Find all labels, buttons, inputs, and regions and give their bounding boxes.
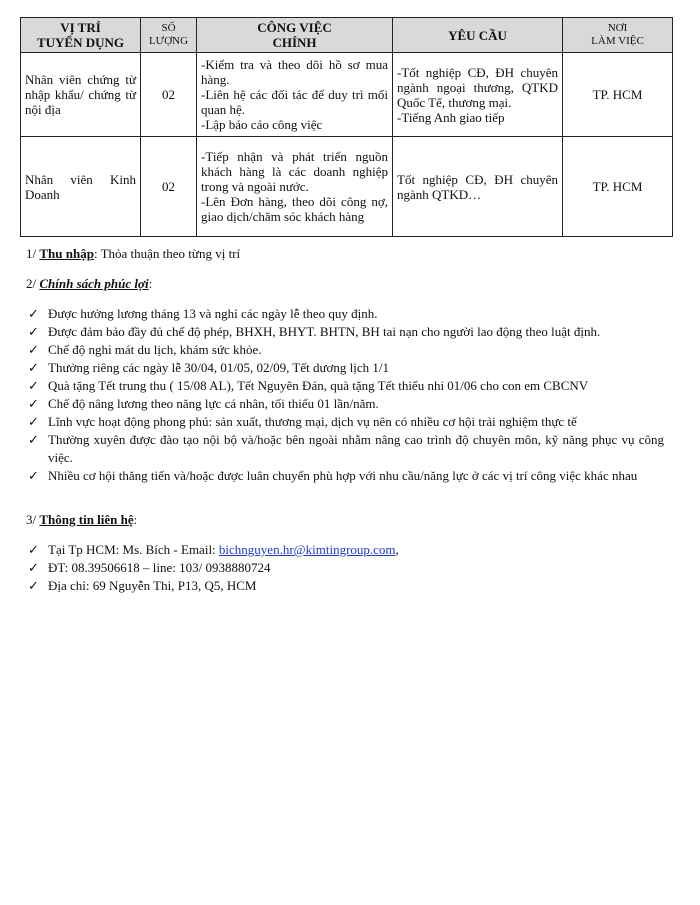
income-section: [26, 246, 240, 262]
income-title: Thu nhập: [39, 246, 94, 261]
row-duties: -Kiểm tra và theo dõi hồ sơ mua hàng. -Liên hệ các đối tác để duy trì mối quan hệ. -Lập báo cáo công việc: [197, 53, 393, 137]
row-location: TP. HCM: [563, 137, 673, 237]
check-icon: ✓: [28, 578, 39, 593]
list-item: ✓ Thường xuyên được đào tạo nội bộ và/hoặc bên ngoài nhằm nâng cao trình độ chuyên môn, kỹ năng phục vụ công việc.: [28, 432, 664, 465]
contact-title: Thông tin liên hệ: [39, 512, 134, 527]
check-icon: ✓: [28, 414, 39, 429]
list-item: ✓ Lĩnh vực hoạt động phong phú: sản xuất, thương mại, dịch vụ nên có nhiều cơ hội trải nghiệm thực tế: [28, 414, 577, 429]
contact-suffix: :: [133, 512, 138, 527]
table-header-row: [21, 18, 673, 53]
table-row: [21, 53, 673, 137]
check-icon: ✓: [28, 324, 39, 339]
check-icon: ✓: [28, 396, 39, 411]
list-item: ✓ Tại Tp HCM: Ms. Bích - Email: bichnguyen.hr@kimtingroup.com,: [28, 542, 399, 557]
row-duties: -Tiếp nhận và phát triển nguồn khách hàng là các doanh nghiệp trong và ngoài nước. -Lên Đơn hàng, theo dõi công nợ, giao dịch/chăm sóc khách hàng: [197, 137, 393, 237]
table-row: [21, 137, 673, 237]
header-requirements: YÊU CẦU: [393, 18, 563, 53]
header-position: VỊ TRÍ TUYỂN DỤNG: [21, 18, 141, 53]
benefits-section-title: [26, 276, 152, 292]
header-duties: CÔNG VIỆC CHÍNH: [197, 18, 393, 53]
contact-list: [28, 541, 664, 595]
check-icon: ✓: [28, 306, 39, 321]
list-item: ✓ Thưởng riêng các ngày lễ 30/04, 01/05, 02/09, Tết dương lịch 1/1: [28, 360, 389, 375]
check-icon: ✓: [28, 360, 39, 375]
income-number: 1/: [26, 246, 37, 261]
check-icon: ✓: [28, 542, 39, 557]
list-item: ✓ Chế độ nghỉ mát du lịch, khám sức khỏe.: [28, 342, 262, 357]
check-icon: ✓: [28, 432, 39, 447]
row-requirements: -Tốt nghiệp CĐ, ĐH chuyên ngành ngoại thương, QTKD Quốc Tế, thương mại. -Tiếng Anh giao tiếp: [393, 53, 563, 137]
job-table: [20, 17, 673, 237]
list-item: ✓ Địa chỉ: 69 Nguyễn Thi, P13, Q5, HCM: [28, 578, 257, 593]
benefits-title: Chính sách phúc lợi: [39, 276, 149, 291]
email-link[interactable]: bichnguyen.hr@kimtingroup.com: [218, 542, 396, 557]
row-quantity: 02: [141, 137, 197, 237]
row-position: Nhân viên chứng từ nhập khẩu/ chứng từ nội địa: [21, 53, 141, 137]
contact-number: 3/: [26, 512, 37, 527]
list-item: ✓ ĐT: 08.39506618 – line: 103/ 0938880724: [28, 560, 271, 575]
check-icon: ✓: [28, 560, 39, 575]
document-page: [20, 17, 684, 237]
list-item: ✓ Nhiều cơ hội thăng tiến và/hoặc được luân chuyển phù hợp với nhu cầu/năng lực ở các vị trí công việc khác nhau: [28, 468, 638, 483]
header-quantity: SỐ LƯỢNG: [141, 18, 197, 53]
list-item: ✓ Chế độ nâng lương theo năng lực cá nhân, tối thiểu 01 lần/năm.: [28, 396, 379, 411]
list-item: ✓ Được đảm bảo đầy đủ chế độ phép, BHXH, BHYT. BHTN, BH tai nạn cho người lao động theo luật định.: [28, 324, 601, 339]
benefits-suffix: :: [148, 276, 153, 291]
check-icon: ✓: [28, 378, 39, 393]
list-item: ✓ Quà tặng Tết trung thu ( 15/08 AL), Tết Nguyên Đán, quà tặng Tết thiếu nhi 01/06 cho con em CBCNV: [28, 378, 589, 393]
benefits-number: 2/: [26, 276, 37, 291]
benefits-list: [28, 305, 664, 485]
row-quantity: 02: [141, 53, 197, 137]
row-position: Nhân viên Kinh Doanh: [21, 137, 141, 237]
contact-section-title: [26, 512, 137, 528]
row-location: TP. HCM: [563, 53, 673, 137]
header-location: NƠI LÀM VIỆC: [563, 18, 673, 53]
list-item: ✓ Được hưởng lương tháng 13 và nghỉ các ngày lễ theo quy định.: [28, 306, 378, 321]
row-requirements: Tốt nghiệp CĐ, ĐH chuyên ngành QTKD…: [393, 137, 563, 237]
check-icon: ✓: [28, 468, 39, 483]
check-icon: ✓: [28, 342, 39, 357]
income-text: : Thỏa thuận theo từng vị trí: [93, 246, 241, 261]
